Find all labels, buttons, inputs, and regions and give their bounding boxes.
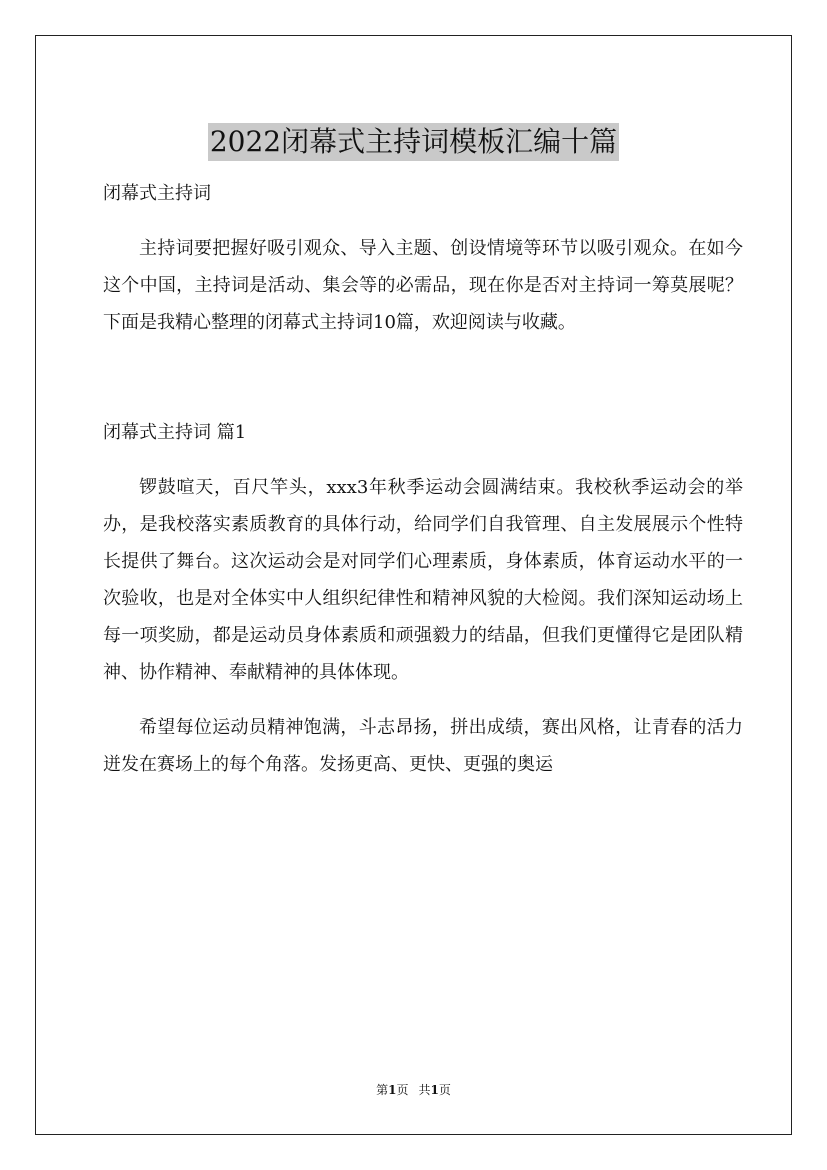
page-prefix: 第 [376, 1083, 389, 1097]
spacer [103, 212, 743, 230]
page-current: 1 [388, 1083, 397, 1097]
intro-paragraph: 主持词要把握好吸引观众、导入主题、创设情境等环节以吸引观众。在如今这个中国，主持词是活动、集会等的必需品，现在你是否对主持词一筹莫展呢？下面是我精心整理的闭幕式主持词10篇，欢迎阅读与收藏。 [103, 238, 743, 333]
page-suffix: 页 [396, 1083, 409, 1097]
spacer [103, 691, 743, 709]
section-1-paragraph-2: 希望每位运动员精神饱满，斗志昂扬，拼出成绩，赛出风格，让青春的活力迸发在赛场上的每个角落。发扬更高、更快、更强的奥运 [103, 717, 743, 775]
title-container [0, 104, 827, 180]
total-suffix: 页 [438, 1083, 451, 1097]
document-title: 2022闭幕式主持词模板汇编十篇 [208, 123, 619, 161]
document-body [103, 175, 743, 783]
spacer [103, 341, 743, 414]
spacer [103, 451, 743, 469]
section-1-heading: 闭幕式主持词 篇1 [103, 422, 247, 443]
total-prefix: 共 [418, 1083, 431, 1097]
intro-heading: 闭幕式主持词 [103, 183, 211, 204]
page-total: 1 [430, 1083, 439, 1097]
section-1-paragraph-1: 锣鼓喧天，百尺竿头，xxx3年秋季运动会圆满结束。我校秋季运动会的举办，是我校落实素质教育的具体行动，给同学们自我管理、自主发展展示个性特长提供了舞台。这次运动会是对同学们心理素质，身体素质，体育运动水平的一次验收，也是对全体实中人组织纪律性和精神风貌的大检阅。我们深知运动场上每一项奖励，都是运动员身体素质和顽强毅力的结晶，但我们更懂得它是团队精神、协作精神、奉献精神的具体体现。 [103, 477, 743, 683]
page-footer [0, 1082, 827, 1098]
